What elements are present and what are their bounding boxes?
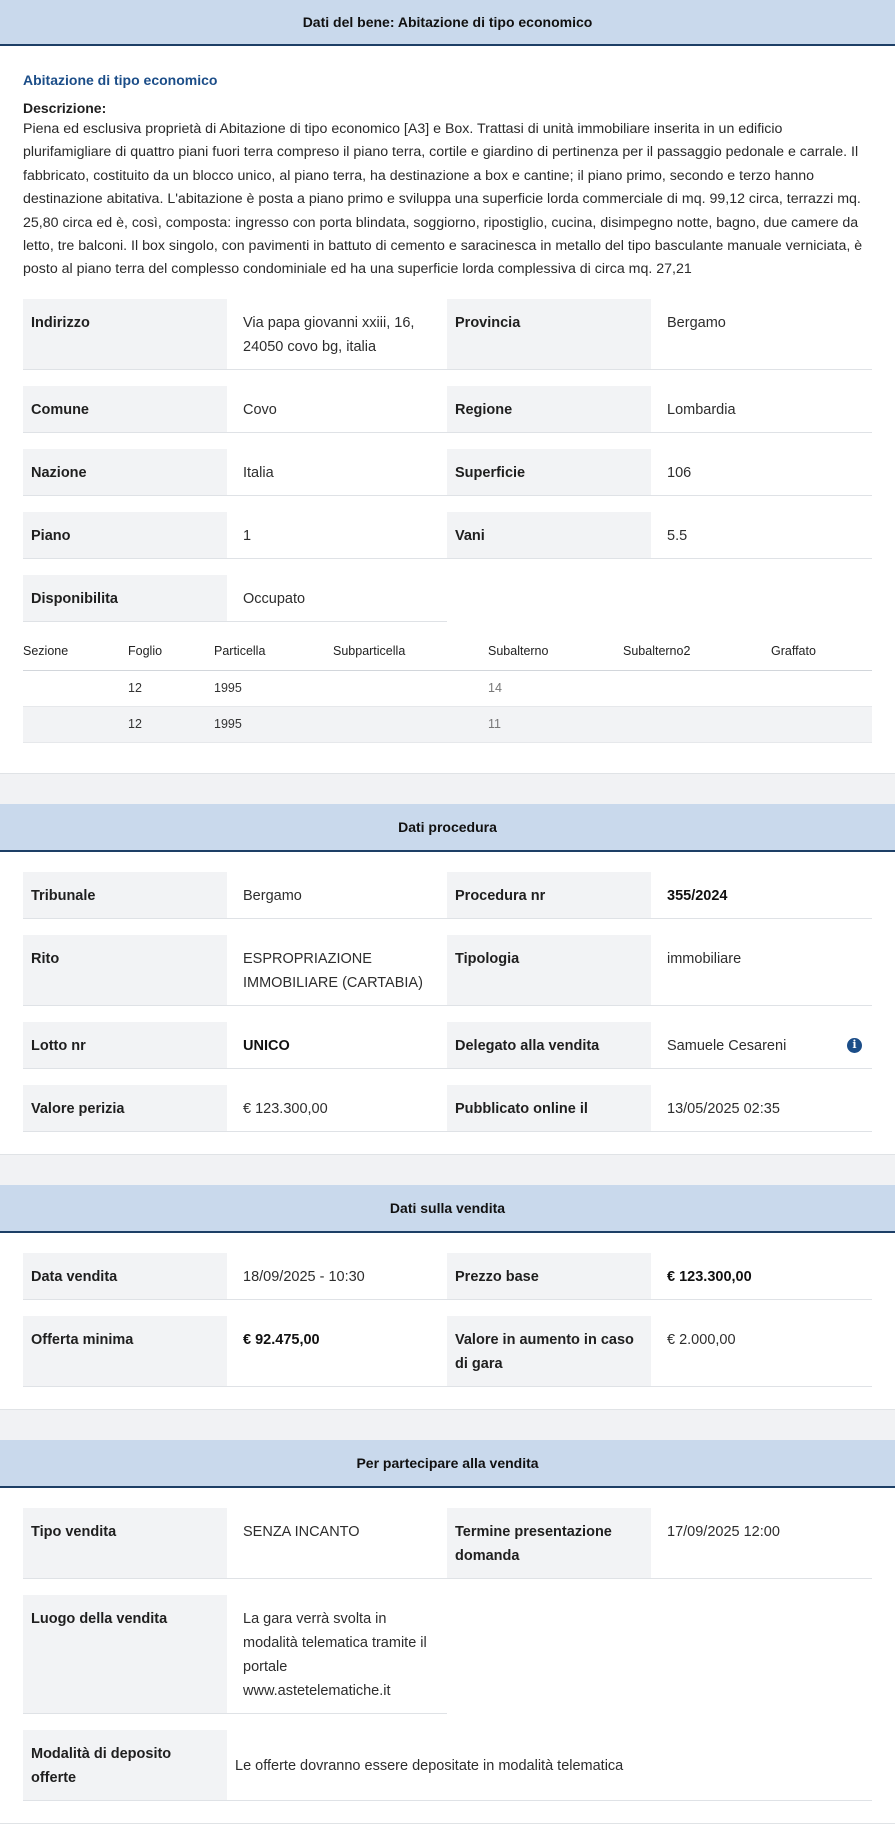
section-gap	[0, 774, 895, 804]
tipo-vendita-value: SENZA INCANTO	[227, 1508, 447, 1579]
luogo-label: Luogo della vendita	[23, 1595, 227, 1714]
offerta-minima-value: € 92.475,00	[227, 1316, 447, 1387]
tipologia-value: immobiliare	[651, 935, 872, 1006]
luogo-value: La gara verrà svolta in modalità telematica tramite il portale www.astetelematiche.it	[227, 1595, 447, 1714]
procedura-nr-label: Procedura nr	[447, 872, 651, 919]
info-icon[interactable]: i	[847, 1038, 862, 1053]
deposito-label: Modalità di deposito offerte	[23, 1730, 227, 1801]
aumento-label: Valore in aumento in caso di gara	[447, 1316, 651, 1387]
cell-particella: 1995	[214, 681, 242, 696]
rito-value: ESPROPRIAZIONE IMMOBILIARE (CARTABIA)	[227, 935, 447, 1006]
comune-label: Comune	[23, 386, 227, 433]
description-text: Piena ed esclusiva proprietà di Abitazione di tipo economico [A3] e Box. Trattasi di unità immobiliare inserita in un edificio plurifamigliare di quattro piani fuori terra compreso il piano terra, cortile e giardino di pertinenza per il passaggio pedonale e carrale. Il fabbricato, costituito da un blocco unico, al piano terra, ha destinazione a box e cantine; il piano primo, secondo e terzo hanno destinazione abitativa. L'abitazione è posta a piano primo e sviluppa una superficie lorda commerciale di mq. 99,12 circa, terrazzi mq. 25,80 circa ed è, così, composta: ingresso con porta blindata, soggiorno, ripostiglio, cucina, disimpegno notte, bagno, due camere da letto, tre balconi. Il box singolo, con pavimenti in battuto di cemento e saracinesca in metallo del tipo basculante manuale verniciata, è posto al piano terra del complesso condominiale ed ha una superficie lorda complessiva di circa mq. 27,21	[23, 121, 863, 278]
provincia-value: Bergamo	[651, 299, 872, 370]
cadastral-table	[23, 644, 872, 743]
tribunale-value: Bergamo	[227, 872, 447, 919]
property-card	[0, 0, 895, 774]
delegato-label: Delegato alla vendita	[447, 1022, 651, 1069]
section-gap	[0, 1155, 895, 1185]
cadastral-table-header	[23, 644, 872, 671]
tipologia-label: Tipologia	[447, 935, 651, 1006]
rito-label: Rito	[23, 935, 227, 1006]
participation-details-grid	[23, 1508, 872, 1801]
termine-value: 17/09/2025 12:00	[651, 1508, 872, 1579]
pubblicato-value: 13/05/2025 02:35	[651, 1085, 872, 1132]
table-row	[23, 671, 872, 707]
description-label: Descrizione:	[23, 100, 107, 116]
data-vendita-label: Data vendita	[23, 1253, 227, 1300]
sale-data-card-title: Dati sulla vendita	[389, 1199, 506, 1216]
prezzo-base-label: Prezzo base	[447, 1253, 651, 1300]
procedure-details-grid	[23, 872, 872, 1132]
comune-value: Covo	[227, 386, 447, 433]
prezzo-base-value: € 123.300,00	[651, 1253, 872, 1300]
valore-perizia-label: Valore perizia	[23, 1085, 227, 1132]
delegato-value: Samuele Cesareni	[667, 1037, 787, 1054]
superficie-value: 106	[651, 449, 872, 496]
superficie-label: Superficie	[447, 449, 651, 496]
nazione-label: Nazione	[23, 449, 227, 496]
vani-value: 5.5	[651, 512, 872, 559]
property-card-header	[0, 0, 895, 46]
tipo-vendita-label: Tipo vendita	[23, 1508, 227, 1579]
lotto-label: Lotto nr	[23, 1022, 227, 1069]
sale-details-grid	[23, 1253, 872, 1387]
tribunale-label: Tribunale	[23, 872, 227, 919]
delegato-cell	[651, 1022, 872, 1069]
procedure-card	[0, 804, 895, 1155]
cell-foglio: 12	[128, 717, 142, 732]
header-subalterno2: Subalterno2	[623, 643, 691, 658]
header-graffato: Graffato	[771, 643, 816, 658]
piano-value: 1	[227, 512, 447, 559]
participation-card	[0, 1440, 895, 1824]
data-vendita-value: 18/09/2025 - 10:30	[227, 1253, 447, 1300]
regione-value: Lombardia	[651, 386, 872, 433]
section-gap	[0, 1410, 895, 1440]
offerta-minima-label: Offerta minima	[23, 1316, 227, 1387]
cell-subalterno: 11	[488, 717, 501, 732]
header-particella: Particella	[214, 643, 266, 658]
sale-data-card	[0, 1185, 895, 1410]
procedura-nr-value: 355/2024	[651, 872, 872, 919]
participation-card-header	[0, 1440, 895, 1488]
header-sezione: Sezione	[23, 643, 69, 658]
cell-particella: 1995	[214, 717, 242, 732]
aumento-value: € 2.000,00	[651, 1316, 872, 1387]
provincia-label: Provincia	[447, 299, 651, 370]
lotto-value: UNICO	[227, 1022, 447, 1069]
termine-label: Termine presentazione domanda	[447, 1508, 651, 1579]
deposito-value: Le offerte dovranno essere depositate in modalità telematica	[227, 1730, 872, 1801]
property-card-title: Dati del bene: Abitazione di tipo economico	[302, 14, 593, 30]
table-row	[23, 707, 872, 743]
header-subparticella: Subparticella	[333, 643, 406, 658]
cell-subalterno: 14	[488, 681, 502, 696]
participation-card-title: Per partecipare alla vendita	[356, 1454, 539, 1471]
nazione-value: Italia	[227, 449, 447, 496]
piano-label: Piano	[23, 512, 227, 559]
sale-data-card-header	[0, 1185, 895, 1233]
disponibilita-value: Occupato	[227, 575, 447, 622]
valore-perizia-value: € 123.300,00	[227, 1085, 447, 1132]
indirizzo-value: Via papa giovanni xxiii, 16, 24050 covo bg, italia	[227, 299, 447, 370]
property-details-grid	[23, 299, 872, 622]
regione-label: Regione	[447, 386, 651, 433]
vani-label: Vani	[447, 512, 651, 559]
disponibilita-label: Disponibilita	[23, 575, 227, 622]
header-foglio: Foglio	[128, 643, 163, 658]
pubblicato-label: Pubblicato online il	[447, 1085, 651, 1132]
indirizzo-label: Indirizzo	[23, 299, 227, 370]
property-type-title: Abitazione di tipo economico	[23, 72, 218, 88]
procedure-card-title: Dati procedura	[398, 818, 497, 835]
header-subalterno: Subalterno	[488, 643, 549, 658]
cell-foglio: 12	[128, 681, 142, 696]
procedure-card-header	[0, 804, 895, 852]
